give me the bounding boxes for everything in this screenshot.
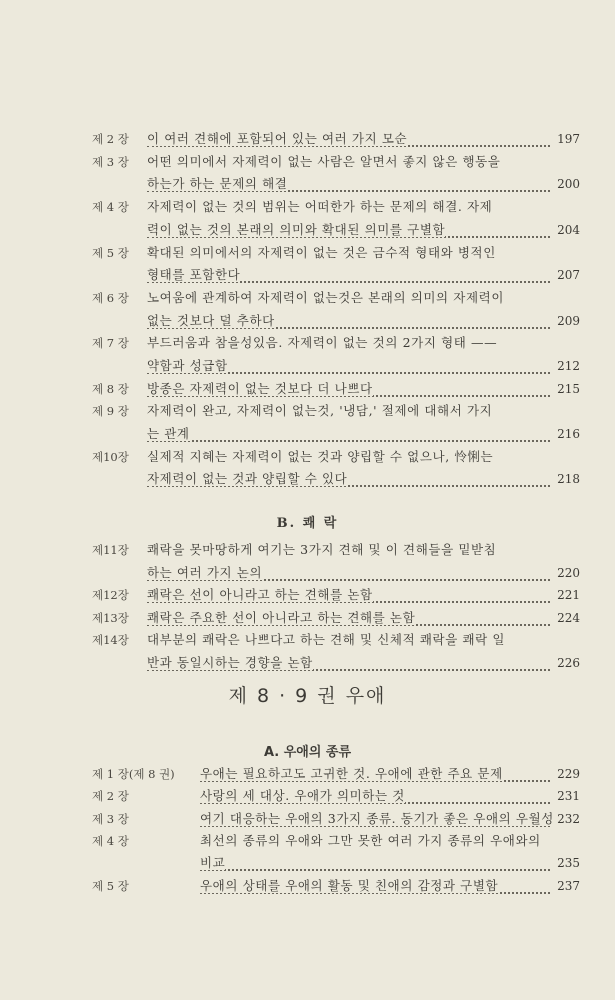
- section-heading-pleasure: B. 쾌 락: [276, 516, 339, 531]
- chapter-title: 자제력이 없는 것과 양립할 수 있다: [147, 471, 348, 487]
- page-number: 232: [555, 808, 580, 830]
- chapter-title: 는 관계: [147, 426, 190, 442]
- chapter-title: 없는 것보다 덜 추하다: [147, 312, 275, 328]
- chapter-number: 제 6 장: [92, 290, 129, 305]
- toc-entry: [92, 196, 580, 241]
- toc-line: [92, 151, 580, 174]
- chapter-title: 노여움에 관계하여 자제력이 없는것은 본래의 의미의 자제력이: [147, 289, 504, 305]
- toc-entry: [92, 808, 580, 830]
- toc-line: [92, 355, 580, 378]
- toc-line: [92, 400, 580, 423]
- toc-entry: [92, 539, 580, 584]
- toc-line: [92, 423, 580, 446]
- toc-line: [92, 562, 580, 585]
- toc-line: [92, 852, 580, 874]
- toc-entry: [92, 629, 580, 674]
- toc-entry: [92, 151, 580, 196]
- toc-line: [92, 808, 580, 830]
- page-number: 218: [555, 468, 580, 491]
- toc-line: [92, 446, 580, 469]
- toc-line: [92, 629, 580, 652]
- toc-entry: [92, 763, 580, 785]
- toc-entry: [92, 378, 580, 401]
- chapter-number: 제 9 장: [92, 404, 129, 419]
- chapter-title: 하는가 하는 문제의 해결: [147, 176, 288, 192]
- toc-entry: [92, 287, 580, 332]
- chapter-title: 자제력이 완고, 자제력이 없는것, '냉담,' 절제에 대해서 가지: [147, 403, 493, 419]
- chapter-number: 제 2 장: [92, 132, 129, 146]
- volume-title: 제 8 · 9 권 우애: [228, 685, 387, 707]
- page-number: 224: [555, 607, 580, 630]
- toc-line: [92, 196, 580, 219]
- chapter-number: 제 5 장: [92, 245, 129, 260]
- chapter-title: 쾌락을 못마땅하게 여기는 3가지 견해 및 이 견해들을 밑받침: [147, 542, 497, 557]
- page-number: 235: [555, 852, 580, 874]
- toc-line: [92, 539, 580, 562]
- chapter-number: 제 2 장: [92, 789, 129, 804]
- toc-line: [92, 219, 580, 242]
- toc-line: [92, 584, 580, 607]
- toc-line: [92, 264, 580, 287]
- page-number: 209: [555, 310, 580, 333]
- chapter-title: 비교: [200, 855, 226, 871]
- chapter-number: 제 4 장: [92, 833, 129, 848]
- page-number: 204: [555, 219, 580, 242]
- page-number: 215: [555, 378, 580, 401]
- toc-line: [92, 378, 580, 401]
- toc-entry: [92, 785, 580, 807]
- toc-line: [92, 652, 580, 675]
- chapter-title: 형태를 포함한다: [147, 267, 241, 283]
- chapter-title: 대부분의 쾌락은 나쁘다고 하는 견해 및 신체적 쾌락을 쾌락 일: [147, 632, 506, 647]
- toc-line: [92, 310, 580, 333]
- chapter-title: 확대된 의미에서의 자제력이 없는 것은 금수적 형태와 병적인: [147, 244, 496, 260]
- chapter-number: 제14장: [92, 633, 129, 647]
- toc-line: [92, 875, 580, 897]
- chapter-number: 제 3 장: [92, 811, 129, 826]
- toc-entry: [92, 607, 580, 630]
- chapter-title: 실제적 지혜는 자제력이 없는 것과 양립할 수 없으나, 怜悧는: [147, 448, 494, 464]
- page-number: 221: [555, 584, 580, 607]
- chapter-title: 하는 여러 가지 논의: [147, 564, 263, 580]
- chapter-title: 사랑의 세 대상. 우애가 의미하는 것: [200, 788, 405, 804]
- toc-entry: [92, 446, 580, 491]
- chapter-number: 제 3 장: [92, 154, 129, 169]
- toc-entry: [92, 830, 580, 875]
- chapter-number: 제12장: [92, 588, 129, 602]
- chapter-number: 제11장: [92, 543, 129, 557]
- toc-entry: [92, 400, 580, 445]
- toc-line: [92, 173, 580, 196]
- chapter-title: 어떤 의미에서 자제력이 없는 사람은 알면서 좋지 않은 행동을: [147, 153, 501, 169]
- toc-line: [92, 785, 580, 807]
- leader-dots: [147, 438, 550, 442]
- chapter-title: 부드러움과 참을성있음. 자제력이 없는 것의 2가지 형태 ——: [147, 335, 498, 351]
- toc-line: [92, 242, 580, 265]
- page-number: 212: [555, 355, 580, 378]
- chapter-title: 방종은 자제력이 없는 것보다 더 나쁘다: [147, 380, 373, 396]
- toc-entry: [92, 875, 580, 897]
- toc-line: [92, 763, 580, 785]
- chapter-title: 이 여러 견해에 포함되어 있는 여러 가지 모순: [147, 131, 408, 146]
- chapter-title: 최선의 종류의 우애와 그만 못한 여러 가지 종류의 우애와의: [200, 832, 541, 848]
- chapter-title: 우애는 필요하고도 고귀한 것. 우애에 관한 주요 문제: [200, 766, 503, 781]
- chapter-number: 제13장: [92, 610, 129, 625]
- toc-entry: [92, 128, 580, 151]
- chapter-title: 쾌락은 주요한 선이 아니라고 하는 견해를 논함: [147, 609, 416, 625]
- chapter-title: 우애의 상태를 우애의 활동 및 친애의 감정과 구별함: [200, 877, 499, 893]
- chapter-title: 여기 대응하는 우애의 3가지 종류. 동기가 좋은 우애의 우월성: [200, 810, 554, 826]
- page-number: 207: [555, 264, 580, 287]
- page-number: 200: [555, 173, 580, 196]
- toc-line: [92, 287, 580, 310]
- chapter-number: 제 7 장: [92, 336, 129, 351]
- section-heading-friendship-types: A. 우애의 종류: [263, 745, 352, 760]
- chapter-title: 약함과 성급함: [147, 357, 228, 373]
- chapter-number: 제 8 장: [92, 381, 129, 396]
- chapter-number: 제 1 장(제 8 권): [92, 767, 175, 781]
- chapter-number: 제 4 장: [92, 200, 129, 215]
- chapter-title: 력이 없는 것의 본래의 의미와 확대된 의미를 구별함: [147, 221, 446, 237]
- page-number: 220: [555, 562, 580, 585]
- toc-entry: [92, 242, 580, 287]
- page-number: 231: [555, 785, 580, 807]
- page-number: 226: [555, 652, 580, 675]
- page-number: 216: [555, 423, 580, 446]
- leader-dots: [200, 867, 550, 871]
- toc-entry: [92, 332, 580, 377]
- page-number: 237: [555, 875, 580, 897]
- toc-line: [92, 468, 580, 491]
- chapter-number: 제10장: [92, 449, 129, 464]
- chapter-title: 반과 동일시하는 경향을 논함: [147, 654, 313, 670]
- toc-entry: [92, 584, 580, 607]
- toc-line: [92, 332, 580, 355]
- toc-line: [92, 128, 580, 151]
- chapter-title: 쾌락은 선이 아니라고 하는 견해를 논함: [147, 587, 373, 602]
- toc-line: [92, 607, 580, 630]
- toc-line: [92, 830, 580, 852]
- page-number: 197: [555, 128, 580, 151]
- chapter-title: 자제력이 없는 것의 범위는 어떠한가 하는 문제의 해결. 자제: [147, 199, 493, 215]
- page-number: 229: [555, 763, 580, 785]
- chapter-number: 제 5 장: [92, 878, 129, 893]
